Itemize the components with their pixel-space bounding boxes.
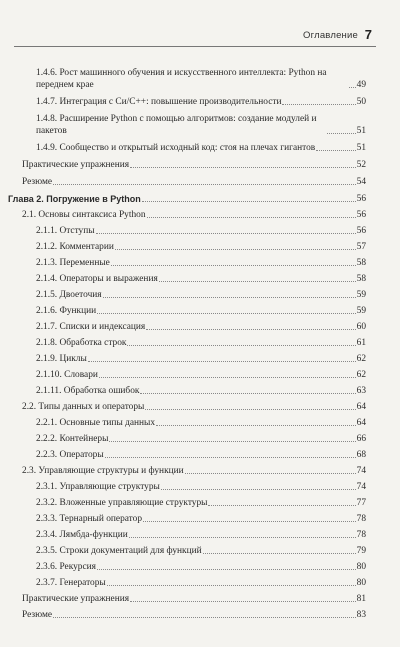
toc-entry <box>22 593 366 605</box>
toc-entry-title: 2.1.4. Операторы и выражения <box>36 274 158 284</box>
toc-entry <box>36 545 366 557</box>
dot-leader <box>105 457 356 458</box>
toc-entry-title: 2.3.7. Генераторы <box>36 578 106 588</box>
page-number: 7 <box>364 27 372 42</box>
toc-entry <box>36 497 366 509</box>
dot-leader <box>88 361 356 362</box>
toc-entry <box>36 225 366 237</box>
toc-entry-title: 2.3.6. Рекурсия <box>36 562 96 572</box>
dot-leader <box>208 505 355 506</box>
toc-entry-page: 64 <box>356 402 366 412</box>
dot-leader <box>97 569 356 570</box>
toc-entry <box>22 209 366 221</box>
dot-leader <box>203 553 356 554</box>
toc-entry-title: Резюме <box>22 177 53 187</box>
dot-leader <box>129 537 356 538</box>
toc-entry <box>22 401 366 413</box>
toc-entry-title: 2.1.1. Отступы <box>36 226 95 236</box>
dot-leader <box>127 345 355 346</box>
toc-entry-page: 62 <box>356 370 366 380</box>
dot-leader <box>161 489 356 490</box>
toc-entry-page: 77 <box>356 498 366 508</box>
dot-leader <box>130 167 356 168</box>
toc-entry-title: 2.1. Основы синтаксиса Python <box>22 210 146 220</box>
dot-leader <box>96 233 356 234</box>
dot-leader <box>107 585 356 586</box>
toc-entry <box>36 449 366 461</box>
toc-entry-page: 52 <box>356 160 366 170</box>
toc-entry <box>36 353 366 365</box>
toc-entry <box>22 159 366 171</box>
toc-entry-page: 56 <box>356 194 366 204</box>
toc-entry-page: 50 <box>356 97 366 107</box>
toc-entry-title: 2.1.7. Списки и индексация <box>36 322 146 332</box>
toc-entry-title: 2.1.6. Функции <box>36 306 97 316</box>
toc-entry-page: 60 <box>356 322 366 332</box>
toc-entry-title: 2.3. Управляющие структуры и функции <box>22 466 184 476</box>
page-header <box>0 0 400 50</box>
toc-entry-title: 2.2.2. Контейнеры <box>36 434 109 444</box>
dot-leader <box>145 409 355 410</box>
toc-entry-page: 62 <box>356 354 366 364</box>
toc-entry <box>36 113 366 137</box>
toc-entry-title: 2.2.3. Операторы <box>36 450 104 460</box>
toc-entry-page: 78 <box>356 514 366 524</box>
toc-entry-title: 1.4.9. Сообщество и открытый исходный код: стоя на плечах гигантов <box>36 143 316 153</box>
dot-leader <box>109 441 355 442</box>
toc-entry <box>36 305 366 317</box>
toc-entry-page: 51 <box>356 143 366 153</box>
dot-leader <box>327 133 356 134</box>
dot-leader <box>159 281 356 282</box>
toc-entry-title: 2.1.2. Комментарии <box>36 242 114 252</box>
toc-entry-title: 2.1.3. Переменные <box>36 258 110 268</box>
toc-entry-title: 2.3.5. Строки документаций для функций <box>36 546 202 556</box>
dot-leader <box>143 521 356 522</box>
toc-entry <box>36 433 366 445</box>
toc-entry-title: 2.3.1. Управляющие структуры <box>36 482 160 492</box>
dot-leader <box>103 297 356 298</box>
dot-leader <box>99 377 356 378</box>
toc-entry <box>22 176 366 188</box>
toc-entry-page: 54 <box>356 177 366 187</box>
toc-entry-title: 2.3.4. Лямбда-функции <box>36 530 128 540</box>
toc-entry-page: 81 <box>356 594 366 604</box>
dot-leader <box>316 150 355 151</box>
dot-leader <box>115 249 356 250</box>
toc-entry-page: 59 <box>356 290 366 300</box>
toc-entry <box>36 289 366 301</box>
toc-entry <box>22 465 366 477</box>
toc-entry <box>36 257 366 269</box>
toc-entry-title: Резюме <box>22 610 53 620</box>
running-header-title: Оглавление <box>303 30 358 41</box>
toc-entry-page: 57 <box>356 242 366 252</box>
toc-entry-page: 66 <box>356 434 366 444</box>
toc-entry-page: 59 <box>356 306 366 316</box>
dot-leader <box>97 313 355 314</box>
toc-entry-page: 79 <box>356 546 366 556</box>
dot-leader <box>53 184 356 185</box>
toc-entry-page: 51 <box>356 126 366 136</box>
toc-entry <box>36 513 366 525</box>
toc-entry-page: 63 <box>356 386 366 396</box>
dot-leader <box>130 601 356 602</box>
toc-entry-title: 2.1.10. Словари <box>36 370 98 380</box>
toc-entry-page: 80 <box>356 578 366 588</box>
toc-entry <box>36 561 366 573</box>
toc-entry-page: 56 <box>356 226 366 236</box>
toc-entry-page: 83 <box>356 610 366 620</box>
toc-entry-title: 1.4.8. Расширение Python с помощью алгоритмов: создание модулей и пакетов <box>36 114 317 136</box>
toc-entry-title: Практические упражнения <box>22 594 130 604</box>
toc-chapter-entry <box>8 193 366 205</box>
dot-leader <box>53 617 356 618</box>
toc-entry-page: 78 <box>356 530 366 540</box>
toc-entry-page: 64 <box>356 418 366 428</box>
toc-entry-page: 49 <box>356 80 366 90</box>
toc-entry-title: 1.4.7. Интеграция с Си/C++: повышение производительности <box>36 97 282 107</box>
header-rule <box>14 46 376 47</box>
toc-entry <box>36 337 366 349</box>
toc-entry-page: 68 <box>356 450 366 460</box>
toc-entry <box>36 369 366 381</box>
dot-leader <box>147 217 356 218</box>
toc-entry-page: 58 <box>356 274 366 284</box>
dot-leader <box>111 265 356 266</box>
toc-entry-title: 2.1.11. Обработка ошибок <box>36 386 140 396</box>
dot-leader <box>140 393 355 394</box>
dot-leader <box>146 329 355 330</box>
toc-entry-title: 2.3.3. Тернарный оператор <box>36 514 143 524</box>
dot-leader <box>349 87 356 88</box>
toc-entry-title: Практические упражнения <box>22 160 130 170</box>
toc-entry-title: 2.2. Типы данных и операторы <box>22 402 145 412</box>
toc-entry-title: 1.4.6. Рост машинного обучения и искусственного интеллекта: Python на переднем крае <box>36 68 327 90</box>
toc-entry-title: 2.1.5. Двоеточия <box>36 290 102 300</box>
toc-entry <box>22 609 366 621</box>
toc-entry-page: 58 <box>356 258 366 268</box>
toc-entry <box>36 481 366 493</box>
toc-entry-title: 2.1.8. Обработка строк <box>36 338 127 348</box>
toc-entry <box>36 96 366 108</box>
toc-entry <box>36 529 366 541</box>
toc-entry-title: 2.2.1. Основные типы данных <box>36 418 156 428</box>
toc-entry <box>36 385 366 397</box>
dot-leader <box>156 425 356 426</box>
toc-entry <box>36 241 366 253</box>
toc-entry <box>36 67 366 91</box>
toc-entry-title: 2.1.9. Циклы <box>36 354 87 364</box>
toc-entry-page: 74 <box>356 482 366 492</box>
toc-entry <box>36 321 366 333</box>
toc-entry-title: 2.3.2. Вложенные управляющие структуры <box>36 498 208 508</box>
toc-chapter-title: Глава 2. Погружение в Python <box>8 194 141 204</box>
dot-leader <box>142 201 356 202</box>
dot-leader <box>282 104 355 105</box>
toc-entry <box>36 273 366 285</box>
toc-entry <box>36 142 366 154</box>
toc-entry <box>36 577 366 589</box>
toc-entry-page: 80 <box>356 562 366 572</box>
toc-entry-page: 61 <box>356 338 366 348</box>
dot-leader <box>185 473 356 474</box>
toc-entry-page: 56 <box>356 210 366 220</box>
toc-entry-page: 74 <box>356 466 366 476</box>
toc-entry <box>36 417 366 429</box>
